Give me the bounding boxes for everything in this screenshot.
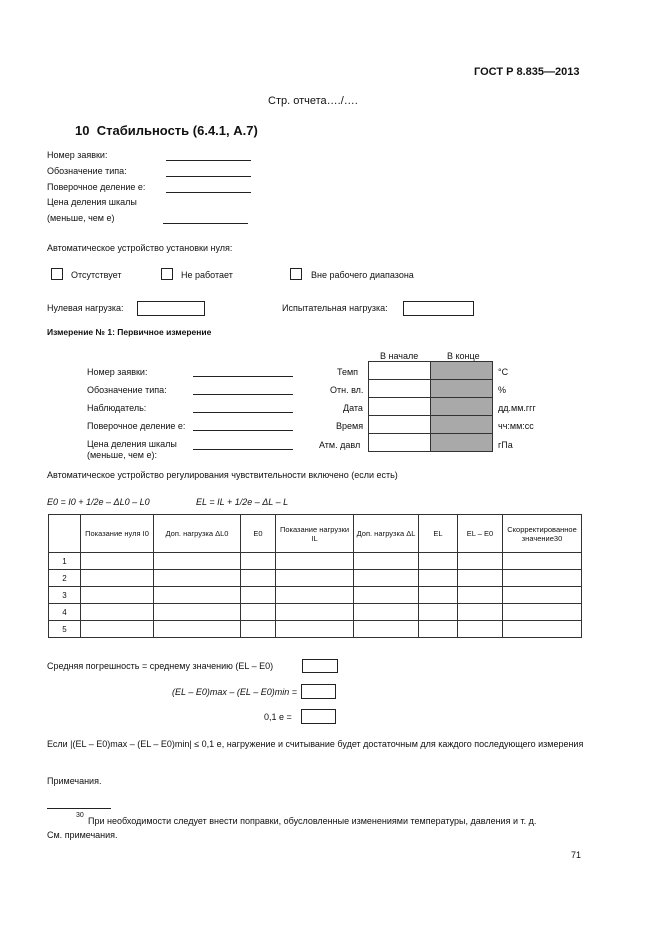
col-header-zero-reading: Показание нуля I0 (81, 515, 154, 553)
mean-error-field[interactable] (302, 659, 338, 673)
env-table (368, 361, 493, 452)
col-header-e0: E0 (241, 515, 276, 553)
table-cell[interactable] (154, 604, 241, 621)
env-cell-start[interactable] (369, 362, 431, 380)
table-cell[interactable] (81, 570, 154, 587)
notes-label: Примечания. (47, 776, 102, 786)
table-cell[interactable] (241, 553, 276, 570)
table-cell[interactable] (241, 587, 276, 604)
env-unit-pressure: гПа (498, 440, 513, 450)
standard-header: ГОСТ Р 8.835—2013 (474, 66, 580, 78)
table-cell[interactable] (276, 587, 354, 604)
env-cell-end[interactable] (431, 380, 493, 398)
section-title (75, 123, 258, 138)
test-load-label: Испытательная нагрузка: (282, 303, 388, 313)
tenth-e-field[interactable] (301, 709, 336, 724)
table-cell[interactable] (241, 570, 276, 587)
page-number: 71 (571, 850, 582, 860)
table-cell[interactable] (354, 587, 419, 604)
col-header-add-load: Доп. нагрузка ΔL (354, 515, 419, 553)
table-cell[interactable] (503, 587, 582, 604)
checkbox-out-of-range[interactable] (290, 268, 302, 280)
info-line-application[interactable] (166, 160, 251, 161)
table-corner (49, 515, 81, 553)
table-cell[interactable] (419, 604, 458, 621)
info-line-type[interactable] (166, 176, 251, 177)
env-label-time: Время (336, 421, 364, 431)
table-cell[interactable] (419, 621, 458, 638)
env-label-temp: Темп (337, 367, 359, 377)
meas-label-observer: Наблюдатель: (87, 403, 147, 413)
conclusion-text: Если |(EL – E0)max – (EL – E0)min| ≤ 0,1 e, нагружение и считывание будет достаточным для каждого последующего измерения (47, 739, 584, 749)
env-label-pressure: Атм. давл (319, 440, 361, 450)
section-title-text: Стабильность (6.4.1, А.7) (96, 123, 258, 138)
env-unit-time: чч:мм:сс (498, 421, 534, 431)
zero-device-label: Автоматическое устройство установки нуля: (47, 243, 233, 253)
option-out-of-range: Вне рабочего диапазона (311, 270, 414, 280)
measurement-table (48, 514, 582, 638)
table-cell[interactable] (503, 604, 582, 621)
table-cell[interactable] (81, 621, 154, 638)
test-load-field[interactable] (403, 301, 474, 316)
table-cell[interactable] (419, 570, 458, 587)
section-number: 10 (75, 123, 90, 138)
table-cell[interactable] (81, 553, 154, 570)
meas-line-type[interactable] (193, 394, 293, 395)
table-cell[interactable] (458, 621, 503, 638)
col-header-load-reading: Показание нагрузки IL (276, 515, 354, 553)
row-number: 3 (49, 587, 81, 604)
row-number: 2 (49, 570, 81, 587)
formula-el: EL = IL + 1/2e – ΔL – L (196, 497, 289, 507)
table-cell[interactable] (503, 570, 582, 587)
range-field[interactable] (301, 684, 336, 699)
table-cell[interactable] (354, 553, 419, 570)
env-cell-start[interactable] (369, 398, 431, 416)
table-cell[interactable] (154, 570, 241, 587)
table-cell[interactable] (419, 587, 458, 604)
row-number: 1 (49, 553, 81, 570)
table-cell[interactable] (81, 604, 154, 621)
table-cell[interactable] (81, 587, 154, 604)
formula-e0: E0 = I0 + 1/2e – ΔL0 – L0 (47, 497, 150, 507)
tenth-e-label: 0,1 e = (264, 712, 292, 722)
table-cell[interactable] (241, 621, 276, 638)
meas-label-application: Номер заявки: (87, 367, 148, 377)
info-label-application: Номер заявки: (47, 150, 108, 160)
env-cell-end[interactable] (431, 434, 493, 452)
info-label-division: Поверочное деление e: (47, 182, 146, 192)
footnote-text-2: См. примечания. (47, 830, 118, 840)
table-cell[interactable] (276, 570, 354, 587)
meas-label-division: Поверочное деление e: (87, 421, 186, 431)
table-cell[interactable] (458, 570, 503, 587)
table-cell[interactable] (458, 604, 503, 621)
table-cell[interactable] (354, 570, 419, 587)
table-cell[interactable] (503, 553, 582, 570)
col-header-add-load-0: Доп. нагрузка ΔL0 (154, 515, 241, 553)
footnote-divider (47, 808, 111, 809)
meas-line-scale[interactable] (193, 449, 293, 450)
row-number: 4 (49, 604, 81, 621)
sensitivity-text: Автоматическое устройство регулирования чувствительности включено (если есть) (47, 470, 398, 480)
report-page-ref: Стр. отчета…./…. (268, 95, 358, 107)
row-number: 5 (49, 621, 81, 638)
table-cell[interactable] (419, 553, 458, 570)
meas-line-observer[interactable] (193, 412, 293, 413)
checkbox-not-working[interactable] (161, 268, 173, 280)
meas-label-scale: Цена деления шкалы (87, 439, 177, 449)
mean-error-label: Средняя погрешность = среднему значению (EL – E0) (47, 661, 274, 671)
table-cell[interactable] (241, 604, 276, 621)
footnote-number: 30 (76, 812, 84, 819)
col-header-el: EL (419, 515, 458, 553)
table-cell[interactable] (154, 553, 241, 570)
table-cell[interactable] (154, 621, 241, 638)
env-cell-end[interactable] (431, 416, 493, 434)
env-label-humidity: Отн. вл. (330, 385, 364, 395)
meas-label-scale-note: (меньше, чем e): (87, 450, 157, 460)
env-label-date: Дата (343, 403, 363, 413)
col-header-corrected: Скорректированное значение30 (503, 515, 582, 553)
table-cell[interactable] (354, 604, 419, 621)
checkbox-absent[interactable] (51, 268, 63, 280)
zero-load-label: Нулевая нагрузка: (47, 303, 124, 313)
info-label-scale: Цена деления шкалы (47, 197, 137, 207)
measurement-title: Измерение № 1: Первичное измерение (47, 327, 212, 337)
env-cell-end[interactable] (431, 398, 493, 416)
table-cell[interactable] (154, 587, 241, 604)
table-cell[interactable] (276, 553, 354, 570)
info-label-type: Обозначение типа: (47, 166, 127, 176)
table-cell[interactable] (354, 621, 419, 638)
env-cell-end[interactable] (431, 362, 493, 380)
env-cell-start[interactable] (369, 380, 431, 398)
table-cell[interactable] (458, 587, 503, 604)
meas-line-application[interactable] (193, 376, 293, 377)
table-cell[interactable] (503, 621, 582, 638)
info-label-scale-note: (меньше, чем e) (47, 213, 115, 223)
info-line-division[interactable] (166, 192, 251, 193)
env-unit-date: дд.мм.ггг (498, 403, 536, 413)
env-unit-temp: °С (498, 367, 509, 377)
info-line-scale[interactable] (163, 223, 248, 224)
env-header-start: В начале (380, 351, 419, 361)
col-header-diff: EL – E0 (458, 515, 503, 553)
env-cell-start[interactable] (369, 434, 431, 452)
zero-load-field[interactable] (137, 301, 205, 316)
env-unit-humidity: % (498, 385, 507, 395)
option-not-working: Не работает (181, 270, 233, 280)
table-cell[interactable] (276, 621, 354, 638)
env-cell-start[interactable] (369, 416, 431, 434)
option-absent: Отсутствует (71, 270, 122, 280)
meas-label-type: Обозначение типа: (87, 385, 167, 395)
range-label: (EL – E0)max – (EL – E0)min = (172, 687, 297, 697)
meas-line-division[interactable] (193, 430, 293, 431)
table-cell[interactable] (458, 553, 503, 570)
table-cell[interactable] (276, 604, 354, 621)
footnote-text: При необходимости следует внести поправки, обусловленные изменениями температуры, давления и т. д. (88, 816, 537, 826)
env-header-end: В конце (447, 351, 480, 361)
